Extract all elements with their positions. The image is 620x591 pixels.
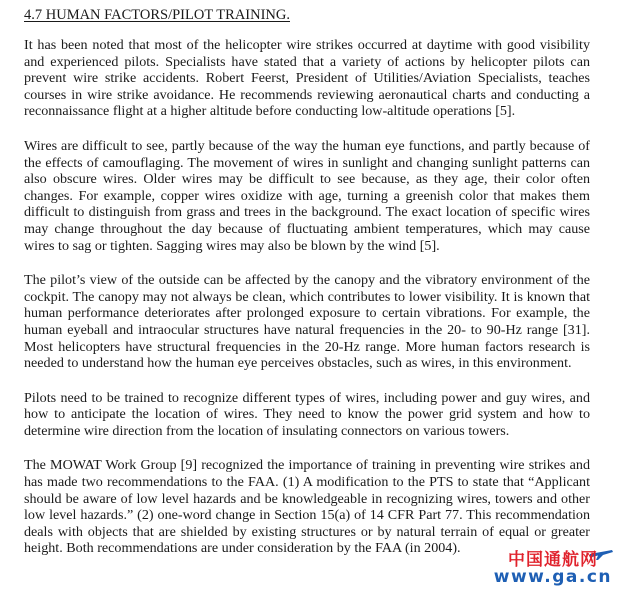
section-heading: 4.7 HUMAN FACTORS/PILOT TRAINING. bbox=[24, 7, 290, 23]
watermark-url: www.ga.cn bbox=[493, 567, 612, 587]
paragraph-mowat-recommendations: The MOWAT Work Group [9] recognized the importance of training in preventing wire strikes and has made two recommendations to the FAA. (1) A modification to the PTS to state that “Applicant should be aware of low level hazards and be knowledgeable in recognizing wires, towers and other low level hazards.” (2) one-word change in Section 15(a) of 14 CFR Part 77. This recommendation deals with objects that are shielded by existing structures or by natural terrain of equal or greater height. Both recommendations are under consideration by the FAA (in 2004). bbox=[24, 457, 590, 557]
paragraph-pilot-training: Pilots need to be trained to recognize different types of wires, including power and guy wires, and how to anticipate the location of wires. They need to know the power grid system and how to determine wire direction from the location of insulating connectors on various towers. bbox=[24, 389, 590, 439]
paragraph-canopy-vibration: The pilot’s view of the outside can be affected by the canopy and the vibratory environment of the cockpit. The canopy may not always be clean, which contributes to lower visibility. It is known that human performance deteriorates after prolonged exposure to certain vibrations. For example, the human eyeball and intraocular structures have natural frequencies in the 20- to 90-Hz range [31]. Most helicopters have structural frequencies in the 20-Hz range. More human factors research is needed to understand how the human eye perceives obstacles, such as wires, in this environment. bbox=[24, 272, 590, 372]
site-watermark bbox=[474, 545, 614, 587]
watermark-chinese-text: 中国通航网 bbox=[508, 550, 598, 570]
paragraph-wire-visibility: Wires are difficult to see, partly because of the way the human eye functions, and partly because of the effects of camouflaging. The movement of wires in sunlight and changing sunlight patterns can also obscure wires. Older wires may be difficult to see because, as they age, their color often changes. For example, copper wires oxidize with age, turning a greenish color that makes them difficult to distinguish from grass and trees in the background. The exact location of specific wires may change throughout the day because of fluctuating ambient temperatures, which may cause wires to sag or tighten. Sagging wires may also be blown by the wind [5]. bbox=[24, 137, 590, 254]
paragraph-wire-strike-overview: It has been noted that most of the helicopter wire strikes occurred at daytime with good visibility and experienced pilots. Specialists have stated that a variety of actions by helicopter pilots can prevent wire strike accidents. Robert Feerst, President of Utilities/Aviation Specialists, teaches courses in wire strike avoidance. He recommends reviewing aeronautical charts and conducting a reconnaissance flight at a higher altitude before conducting low-altitude operations [5]. bbox=[24, 37, 590, 120]
document-page bbox=[24, 6, 590, 557]
